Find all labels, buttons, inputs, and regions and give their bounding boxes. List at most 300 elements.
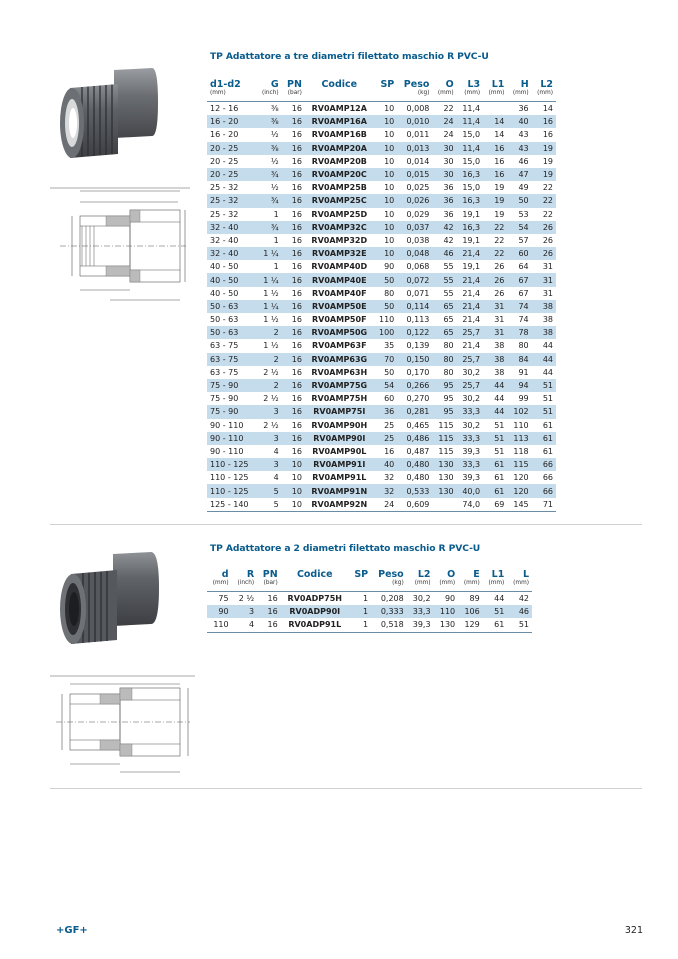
- table-cell: 22: [494, 235, 505, 245]
- table-cell: 115: [438, 446, 454, 456]
- table-cell: 0,113: [406, 315, 430, 325]
- table-cell: 95: [432, 379, 456, 392]
- table-cell: 1: [349, 618, 371, 632]
- table-cell: 54: [507, 221, 531, 234]
- table-cell: 10: [282, 484, 305, 497]
- table-cell: 3: [256, 458, 281, 471]
- table-cell: 22: [483, 247, 507, 260]
- table-cell: 110: [207, 618, 232, 632]
- table-row: [207, 155, 556, 168]
- table-cell: 0,480: [397, 458, 432, 471]
- table-cell: 16: [282, 326, 305, 339]
- product-code: RV0AMP20A: [305, 142, 374, 155]
- table-cell: 0,013: [397, 142, 432, 155]
- table-cell: 90 - 110: [210, 446, 244, 456]
- table-cell: 10: [291, 473, 302, 483]
- product-code: RV0AMP92N: [305, 498, 374, 512]
- table-cell: 31: [532, 273, 556, 286]
- table-cell: 16: [291, 315, 302, 325]
- table-cell: 130: [434, 618, 459, 632]
- table-cell: 75 - 90: [207, 405, 256, 418]
- table-row: [207, 432, 556, 445]
- table-cell: 66: [542, 473, 553, 483]
- table-cell: 75 - 90: [207, 379, 256, 392]
- table-cell: 14: [494, 130, 505, 140]
- table-cell: 19: [494, 183, 505, 193]
- table-cell: 145: [507, 498, 531, 512]
- table-cell: 94: [507, 379, 531, 392]
- table-cell: 44: [483, 405, 507, 418]
- table-cell: 50: [374, 273, 398, 286]
- table-row: [207, 326, 556, 339]
- adapter-two-diameter-table: [207, 567, 532, 633]
- product-code: RV0AMP75G: [305, 379, 374, 392]
- table-cell: 36: [443, 209, 454, 219]
- table-cell: 46: [518, 156, 529, 166]
- table-cell: 16: [291, 156, 302, 166]
- table-row: [207, 353, 556, 366]
- table-cell: 16: [384, 446, 395, 456]
- table-cell: 10: [374, 221, 398, 234]
- table-cell: 44: [542, 367, 553, 377]
- table-cell: 2 ½: [263, 420, 279, 430]
- table-cell: 21,4: [462, 341, 481, 351]
- table-cell: 80: [432, 353, 456, 366]
- table-cell: 70: [374, 353, 398, 366]
- table-cell: 65: [432, 326, 456, 339]
- table-cell: 44: [494, 394, 505, 404]
- table-cell: 26: [532, 247, 556, 260]
- table-row: [207, 366, 556, 379]
- table-cell: 14: [483, 115, 507, 128]
- table-cell: 1 ¼: [256, 300, 281, 313]
- product-code: RV0AMP16B: [311, 130, 367, 140]
- table-cell: 115: [438, 420, 454, 430]
- table-cell: 26: [532, 221, 556, 234]
- table-cell: 50 - 63: [207, 300, 256, 313]
- table-cell: 46: [507, 605, 532, 618]
- table-cell: 120: [513, 473, 529, 483]
- table-cell: 10: [384, 235, 395, 245]
- table-cell: 40: [507, 115, 531, 128]
- table-cell: 39,3: [407, 618, 434, 632]
- table-cell: 0,114: [397, 300, 432, 313]
- table-cell: 21,4: [462, 315, 481, 325]
- column-header: O: [445, 79, 454, 90]
- table-cell: 90: [444, 594, 456, 604]
- table-cell: 0,029: [406, 209, 430, 219]
- table-cell: ⅜: [270, 104, 279, 114]
- table-cell: 0,609: [397, 498, 432, 512]
- product-code: RV0AMP25B: [311, 183, 367, 193]
- table-cell: 22: [542, 183, 553, 193]
- table-cell: 10: [374, 168, 398, 181]
- column-unit: (mm): [483, 90, 507, 102]
- column-header: L: [522, 569, 529, 580]
- product-code: RV0AMP32D: [311, 235, 368, 245]
- table-cell: 22: [443, 104, 454, 114]
- table-cell: 46: [432, 247, 456, 260]
- column-header: O: [447, 569, 456, 580]
- table-cell: 80: [443, 367, 454, 377]
- table-cell: 16: [494, 156, 505, 166]
- table-row: [207, 142, 556, 155]
- table-cell: 30: [432, 168, 456, 181]
- column-header: L2: [417, 569, 431, 580]
- column-unit: (kg): [397, 90, 432, 102]
- table-cell: 0,139: [406, 341, 430, 351]
- table-cell: 16 - 20: [210, 130, 239, 140]
- section-divider-bottom: [50, 788, 642, 789]
- product-code: RV0AMP40F: [312, 288, 367, 298]
- table-cell: ½: [270, 156, 279, 166]
- table-cell: 39,3: [462, 446, 481, 456]
- table-row: [207, 287, 556, 300]
- table-cell: 100: [374, 326, 398, 339]
- table-row: [207, 458, 556, 471]
- table-row: [207, 405, 556, 418]
- table-cell: 16: [267, 594, 278, 604]
- table-row: [207, 273, 556, 286]
- product-code: RV0AMP16A: [305, 115, 374, 128]
- table-row: [207, 419, 556, 432]
- table-cell: 1: [363, 594, 369, 604]
- table-cell: ⅜: [256, 142, 281, 155]
- table-cell: 5: [256, 484, 281, 497]
- table-cell: 5: [256, 498, 281, 512]
- table-cell: 71: [532, 498, 556, 512]
- table-cell: 26: [542, 235, 553, 245]
- table-cell: 38: [532, 326, 556, 339]
- table-cell: 47: [507, 168, 531, 181]
- table-cell: 110: [434, 605, 459, 618]
- table-cell: 39,3: [462, 473, 481, 483]
- table-cell: 50: [507, 194, 531, 207]
- table-cell: 16,3: [457, 168, 483, 181]
- table-cell: 30: [443, 156, 454, 166]
- table-cell: 80: [384, 288, 395, 298]
- table-cell: 51: [483, 605, 508, 618]
- table-cell: 99: [518, 394, 529, 404]
- table-cell: 51: [494, 420, 505, 430]
- table-cell: 19: [532, 168, 556, 181]
- table-cell: 31: [542, 288, 553, 298]
- table-cell: 10: [374, 142, 398, 155]
- column-header: PN: [287, 79, 302, 90]
- gf-logo: +GF+: [56, 925, 88, 936]
- table-cell: 44: [494, 594, 505, 604]
- table-cell: ¾: [256, 168, 281, 181]
- table-cell: 24: [432, 115, 456, 128]
- table-cell: 110 - 125: [207, 458, 256, 471]
- table-cell: 38: [494, 367, 505, 377]
- table-cell: 1: [349, 605, 371, 618]
- table-cell: 0,518: [371, 618, 407, 632]
- table-cell: 55: [432, 273, 456, 286]
- table-cell: 11,4: [457, 115, 483, 128]
- table-cell: 16: [291, 446, 302, 456]
- table-cell: 3: [256, 405, 281, 418]
- table-cell: 22: [483, 221, 507, 234]
- table-row: [207, 339, 556, 352]
- table-cell: 12 - 16: [210, 104, 239, 114]
- table-row: [207, 445, 556, 458]
- product-code: RV0AMP50E: [305, 300, 374, 313]
- table-cell: 19: [494, 209, 505, 219]
- table-cell: 61: [532, 432, 556, 445]
- table-cell: 38: [542, 315, 553, 325]
- table-cell: 36: [518, 104, 529, 114]
- table-cell: 1 ½: [263, 341, 279, 351]
- table-cell: 0,037: [397, 221, 432, 234]
- column-unit: (mm): [507, 90, 531, 102]
- table-cell: 33,3: [457, 405, 483, 418]
- table-cell: 63 - 75: [210, 341, 239, 351]
- table-cell: 16,3: [457, 194, 483, 207]
- table-cell: 115: [507, 458, 531, 471]
- table-cell: 0,068: [406, 262, 430, 272]
- table-cell: 22: [532, 194, 556, 207]
- product-code: RV0AMP25C: [305, 194, 374, 207]
- table-cell: 2 ½: [238, 594, 255, 604]
- table-cell: 24: [374, 498, 398, 512]
- table-cell: 25,7: [457, 326, 483, 339]
- table-cell: 63 - 75: [207, 353, 256, 366]
- table-row: [207, 208, 556, 221]
- column-unit: (mm): [407, 580, 434, 592]
- table-cell: 2 ½: [263, 367, 279, 377]
- table-cell: 16: [257, 618, 281, 632]
- table-cell: 0,465: [406, 420, 430, 430]
- column-header: L1: [491, 569, 505, 580]
- table-cell: 51: [542, 394, 553, 404]
- table-cell: 25 - 32: [207, 194, 256, 207]
- product-code: RV0AMP75H: [311, 394, 368, 404]
- table-cell: 33,3: [457, 458, 483, 471]
- column-unit: (mm): [434, 580, 459, 592]
- table-cell: 61: [542, 420, 553, 430]
- column-unit: (mm): [532, 90, 556, 102]
- column-header: L3: [467, 79, 481, 90]
- table-cell: 16: [257, 605, 281, 618]
- product-code: RV0AMP40E: [305, 273, 374, 286]
- table-row: [207, 592, 532, 606]
- table-cell: 0,010: [397, 115, 432, 128]
- table-cell: 11,4: [462, 104, 481, 114]
- table-cell: 0,333: [371, 605, 407, 618]
- table-cell: 16: [282, 273, 305, 286]
- table-cell: 51: [532, 379, 556, 392]
- table-cell: 31: [483, 300, 507, 313]
- product-code: RV0ADP75H: [287, 594, 342, 604]
- table-row: [207, 247, 556, 260]
- product-code: RV0AMP12A: [311, 104, 367, 114]
- section2-title: TP Adattatore a 2 diametri filettato maschio R PVC-U: [210, 543, 481, 554]
- column-header: L2: [540, 79, 553, 90]
- table-cell: 54: [374, 379, 398, 392]
- table-cell: 16: [532, 115, 556, 128]
- adapter-three-diameter-drawing: [50, 184, 190, 310]
- table-cell: 16: [282, 379, 305, 392]
- table-cell: 115: [432, 432, 456, 445]
- table-cell: 44: [483, 379, 507, 392]
- product-code: RV0AMP50F: [312, 315, 367, 325]
- table-cell: 1: [273, 262, 279, 272]
- table-cell: 1 ¼: [256, 247, 281, 260]
- table-cell: ⅜: [256, 115, 281, 128]
- table-cell: 95: [443, 394, 454, 404]
- table-cell: 64: [518, 262, 529, 272]
- page-number: 321: [624, 925, 643, 936]
- section-divider: [50, 524, 642, 525]
- table-cell: 42: [518, 594, 529, 604]
- table-row: [207, 313, 556, 326]
- table-cell: 19: [542, 156, 553, 166]
- table-cell: 19: [483, 194, 507, 207]
- table-cell: 36: [432, 194, 456, 207]
- table-cell: 32: [384, 473, 395, 483]
- table-cell: 2: [256, 353, 281, 366]
- table-cell: 36: [374, 405, 398, 418]
- table-cell: 2 ½: [263, 394, 279, 404]
- table-cell: 110 - 125: [207, 484, 256, 497]
- table-cell: 1 ¼: [256, 273, 281, 286]
- table-cell: 30,2: [412, 594, 431, 604]
- table-cell: 14: [542, 104, 553, 114]
- table-cell: 30: [432, 142, 456, 155]
- column-unit: (inch): [232, 580, 258, 592]
- product-code: RV0AMP91I: [305, 458, 374, 471]
- column-header: Peso: [403, 79, 430, 90]
- table-cell: 10: [384, 104, 395, 114]
- column-unit: (bar): [282, 90, 305, 102]
- column-header: E: [473, 569, 480, 580]
- table-cell: 10: [374, 247, 398, 260]
- table-cell: 0,026: [397, 194, 432, 207]
- table-cell: 10: [384, 209, 395, 219]
- table-row: [207, 605, 532, 618]
- table-cell: 0,015: [397, 168, 432, 181]
- table-cell: 16: [291, 341, 302, 351]
- table-row: [207, 260, 556, 273]
- table-cell: 21,4: [457, 300, 483, 313]
- table-cell: 30,2: [462, 420, 481, 430]
- table-cell: 10: [374, 194, 398, 207]
- table-cell: 16: [282, 353, 305, 366]
- column-header: SP: [354, 569, 369, 580]
- column-unit: (mm): [457, 90, 483, 102]
- table-cell: 16: [291, 288, 302, 298]
- table-cell: 26: [494, 262, 505, 272]
- product-code: RV0AMP63H: [311, 367, 368, 377]
- table-row: [207, 300, 556, 313]
- table-cell: 16: [282, 115, 305, 128]
- table-cell: 32 - 40: [207, 221, 256, 234]
- table-cell: 16: [282, 221, 305, 234]
- table-cell: 19,1: [462, 209, 481, 219]
- product-code: RV0AMP90L: [312, 446, 367, 456]
- table-cell: 19: [532, 142, 556, 155]
- table-cell: 51: [532, 405, 556, 418]
- column-header: R: [246, 569, 255, 580]
- table-cell: 0,008: [406, 104, 430, 114]
- table-cell: [483, 102, 507, 116]
- table-cell: 40,0: [457, 484, 483, 497]
- table-cell: 66: [532, 484, 556, 497]
- table-cell: 51: [507, 618, 532, 632]
- table-cell: 33,3: [457, 432, 483, 445]
- table-cell: 106: [458, 605, 483, 618]
- table-cell: 1 ½: [263, 315, 279, 325]
- column-header: L1: [491, 79, 505, 90]
- product-code: RV0AMP75I: [305, 405, 374, 418]
- table-cell: 55: [443, 262, 454, 272]
- table-cell: 25: [374, 432, 398, 445]
- table-cell: 22: [542, 209, 553, 219]
- adapter-two-diameter-photo: [55, 546, 165, 656]
- table-row: [207, 471, 556, 484]
- column-header: H: [520, 79, 529, 90]
- table-cell: 0,170: [406, 367, 430, 377]
- table-cell: 16: [291, 130, 302, 140]
- table-cell: 90: [207, 605, 232, 618]
- table-cell: 50 - 63: [207, 326, 256, 339]
- table-cell: ¾: [256, 194, 281, 207]
- table-cell: 16: [291, 235, 302, 245]
- table-cell: 90 - 110: [210, 420, 244, 430]
- table-cell: 16: [291, 104, 302, 114]
- table-cell: 25 - 32: [210, 209, 239, 219]
- table-cell: 89: [469, 594, 480, 604]
- product-code: RV0AMP63F: [312, 341, 367, 351]
- table-row: [207, 392, 556, 405]
- product-code: RV0AMP50G: [305, 326, 374, 339]
- product-code: RV0AMP63G: [305, 353, 374, 366]
- column-unit: (mm): [207, 90, 256, 102]
- table-cell: 16: [542, 130, 553, 140]
- table-cell: [432, 498, 456, 512]
- table-cell: 25,7: [457, 353, 483, 366]
- product-code: RV0ADP90I: [281, 605, 349, 618]
- column-unit: (bar): [257, 580, 281, 592]
- table-cell: 0,071: [406, 288, 430, 298]
- table-cell: 25: [384, 420, 395, 430]
- table-cell: ½: [270, 130, 279, 140]
- table-cell: 61: [483, 458, 507, 471]
- table-cell: 0,208: [380, 594, 404, 604]
- column-header: d: [221, 569, 229, 580]
- column-unit: [305, 90, 374, 102]
- product-code: RV0AMP25D: [311, 209, 368, 219]
- table-cell: 0,150: [397, 353, 432, 366]
- column-unit: (mm): [458, 580, 483, 592]
- table-cell: ½: [270, 183, 279, 193]
- table-cell: 2: [256, 379, 281, 392]
- column-unit: (mm): [207, 580, 232, 592]
- column-unit: (kg): [371, 580, 407, 592]
- table-cell: 90 - 110: [207, 432, 256, 445]
- table-cell: 0,025: [406, 183, 430, 193]
- table-cell: 61: [494, 473, 505, 483]
- table-row: [207, 498, 556, 512]
- table-cell: 24: [443, 130, 454, 140]
- table-cell: 51: [494, 446, 505, 456]
- table-cell: 38: [483, 353, 507, 366]
- table-cell: 50: [384, 367, 395, 377]
- table-cell: 20 - 25: [207, 168, 256, 181]
- adapter-two-diameter-drawing: [50, 672, 195, 780]
- table-row: [207, 221, 556, 234]
